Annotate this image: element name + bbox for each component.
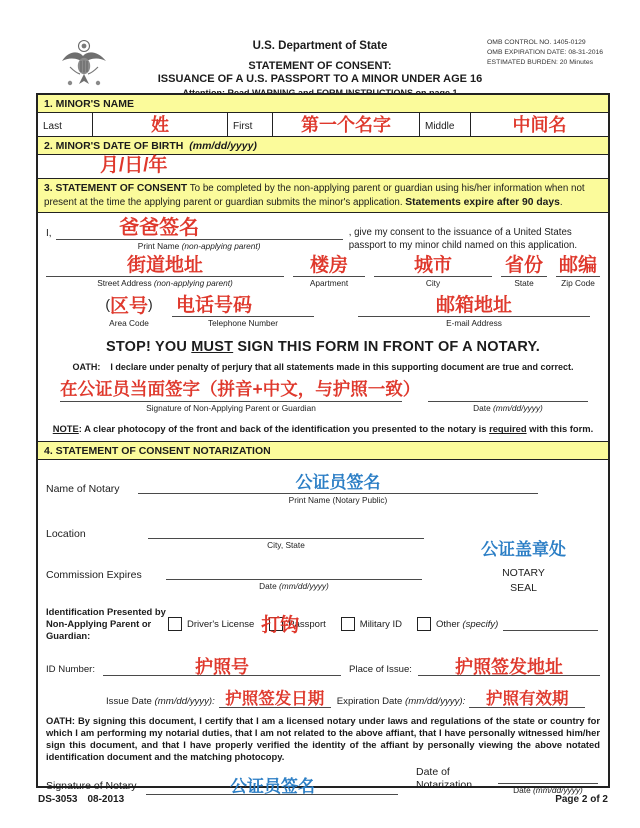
last-name-label: Last <box>43 121 62 132</box>
section3-header: 3. STATEMENT OF CONSENT To be completed by the non-applying parent or guardian using his/her information when not present at the time the applying parent or guardian submits the minor's application. Statements expire after 90 days. <box>38 179 608 213</box>
notary-signature-field[interactable] <box>146 770 398 795</box>
other-option[interactable] <box>417 617 600 631</box>
notarization-date-field[interactable] <box>498 771 598 795</box>
location-line[interactable] <box>148 526 424 539</box>
email-line[interactable] <box>358 316 590 317</box>
email-sublabel: E-mail Address <box>446 318 502 329</box>
telephone-sublabel: Telephone Number <box>207 318 279 329</box>
identification-presented-label: Identification Presented by Non-Applying Parent or Guardian: <box>46 606 166 641</box>
form-number: DS-3053 08-2013 <box>38 794 125 805</box>
first-name-label: First <box>233 121 253 132</box>
notarization-date-line[interactable] <box>498 771 598 784</box>
area-code-field[interactable] <box>86 294 172 328</box>
notary-oath: OATH: By signing this document, I certify that I am a licensed notary under laws and regulations of the state or country for which I am performing my notarial duties, that I am not related to the above affiant, that I have personally witnessed him/her sign this document, and that I have properly verified the identity of the affiant by personally viewing the above notated identification document and the matching photocopy. <box>46 714 600 763</box>
omb-expiration: OMB EXPIRATION DATE: 08-31-2016 <box>487 48 604 56</box>
agency-title: U.S. Department of State <box>252 40 388 52</box>
zip-annotation: 邮编 <box>558 255 597 277</box>
drivers-license-checkbox[interactable] <box>168 617 182 631</box>
consent-section <box>38 213 608 441</box>
telephone-line[interactable] <box>172 316 314 317</box>
street-annotation: 街道地址 <box>126 255 203 277</box>
form-body <box>36 93 610 796</box>
parent-signature-sublabel: Signature of Non-Applying Parent or Guardian <box>146 403 316 414</box>
other-specify-line[interactable] <box>503 618 598 631</box>
issue-date-label: Issue Date (mm/dd/yyyy): <box>106 695 215 707</box>
parent-signature-field[interactable] <box>60 377 421 414</box>
middle-name-label: Middle <box>425 121 455 132</box>
check-here-annotation: 打钩 <box>261 615 300 637</box>
father-signature-annotation: 爸爸签名 <box>119 217 200 240</box>
print-name-line[interactable] <box>56 239 343 240</box>
dob-field[interactable] <box>38 155 608 179</box>
notary-name-field[interactable] <box>138 473 538 505</box>
print-name-field[interactable] <box>56 217 343 251</box>
id-number-label: ID Number: <box>46 663 96 675</box>
place-of-issue-field[interactable] <box>418 651 600 676</box>
name-of-notary-label: Name of Notary <box>46 483 120 496</box>
omb-info-block <box>487 38 612 68</box>
minor-name-row <box>38 113 608 137</box>
parent-signature-line[interactable] <box>60 401 402 402</box>
middle-name-field[interactable] <box>470 113 608 136</box>
parent-date-field[interactable] <box>428 387 588 413</box>
email-field[interactable] <box>358 295 590 328</box>
notarization-section <box>38 460 608 794</box>
area-code-sublabel: Area Code <box>109 318 149 329</box>
street-sublabel: Street Address (non-applying parent) <box>97 278 233 289</box>
notarization-date-sublabel: Date (mm/dd/yyyy) <box>513 784 583 795</box>
commission-expires-label: Commission Expires <box>46 569 142 582</box>
non-applying-parent-name-row <box>46 217 600 251</box>
other-checkbox[interactable] <box>417 617 431 631</box>
id-number-field[interactable] <box>103 651 341 676</box>
department-of-state-seal-icon <box>60 37 108 91</box>
notary-seal-annotation: 公证盖章处 <box>481 540 566 560</box>
city-line[interactable] <box>374 276 492 277</box>
section2-header: 2. MINOR'S DATE OF BIRTH (mm/dd/yyyy) <box>38 137 608 155</box>
form-title-line2: ISSUANCE OF A U.S. PASSPORT TO A MINOR UNDER AGE 16 <box>157 73 483 85</box>
city-field[interactable] <box>374 255 492 288</box>
address-row <box>46 255 600 288</box>
place-of-issue-annotation: 护照签发地址 <box>454 656 563 677</box>
notary-signature-annotation: 公证员签名 <box>229 776 315 796</box>
military-id-option[interactable] <box>341 617 402 631</box>
middle-name-annotation: 中间名 <box>512 114 567 135</box>
expiration-date-annotation: 护照有效期 <box>486 689 569 708</box>
apartment-line[interactable] <box>293 276 365 277</box>
form-title-line1: STATEMENT OF CONSENT: <box>248 60 392 72</box>
commission-date-line[interactable] <box>166 567 422 580</box>
dob-format-hint: (mm/dd/yyyy) <box>189 140 257 152</box>
location-sublabel: City, State <box>267 540 305 551</box>
parent-signature-row <box>46 377 600 413</box>
notary-seal-area <box>481 540 566 594</box>
page-number: Page 2 of 2 <box>555 794 608 805</box>
city-annotation: 城市 <box>413 255 452 277</box>
telephone-field[interactable] <box>172 295 314 328</box>
apartment-sublabel: Apartment <box>309 278 349 289</box>
state-annotation: 省份 <box>504 255 543 277</box>
military-id-checkbox[interactable] <box>341 617 355 631</box>
zip-field[interactable] <box>556 255 600 288</box>
last-name-field[interactable] <box>92 113 227 136</box>
notary-name-line[interactable] <box>138 493 538 494</box>
stop-warning: STOP! YOU MUST SIGN THIS FORM IN FRONT OF A NOTARY. <box>106 339 540 356</box>
signature-of-notary-label: Signature of Notary <box>46 779 137 792</box>
street-address-field[interactable] <box>46 255 284 288</box>
location-field[interactable] <box>148 526 424 550</box>
state-sublabel: State <box>514 278 534 289</box>
expiration-date-label: Expiration Date (mm/dd/yyyy): <box>336 695 466 707</box>
city-sublabel: City <box>425 278 441 289</box>
consent-statement: , give my consent to the issuance of a United States passport to my minor child named on this application. <box>348 226 578 251</box>
passport-option[interactable] <box>261 615 326 637</box>
apartment-field[interactable] <box>293 255 365 288</box>
notary-name-row <box>46 473 600 505</box>
section1-header: 1. MINOR'S NAME <box>38 95 608 113</box>
dob-annotation: 月/日/年 <box>100 155 168 176</box>
sign-before-notary-annotation: 在公证员当面签字（拼音+中文，与护照一致） <box>60 379 421 400</box>
print-name-sublabel: Print Name (non-applying parent) <box>137 241 261 252</box>
photocopy-note: NOTE: A clear photocopy of the front and back of the identification you presented to the notary is required with this form. <box>52 423 594 435</box>
section4-header: 4. STATEMENT OF CONSENT NOTARIZATION <box>38 441 608 460</box>
last-name-annotation: 姓 <box>151 114 169 135</box>
date-of-notarization-label: Date of Notarization <box>416 765 473 791</box>
notary-signature-row <box>46 766 600 795</box>
id-number-row <box>46 651 600 676</box>
zip-line[interactable] <box>556 276 600 277</box>
location-label: Location <box>46 528 86 541</box>
notary-seal-label: NOTARY SEAL <box>502 567 545 594</box>
id-number-annotation: 护照号 <box>195 656 250 677</box>
notary-name-sublabel: Print Name (Notary Public) <box>288 495 388 506</box>
state-field[interactable] <box>501 255 547 288</box>
parent-oath: OATH: I declare under penalty of perjury that all statements made in this supporting document are true and correct. <box>72 362 574 373</box>
id-type-options <box>168 615 600 637</box>
area-code-annotation: (区号) <box>105 296 153 318</box>
drivers-license-option[interactable] <box>168 617 254 631</box>
email-annotation: 邮箱地址 <box>435 295 512 317</box>
identification-row <box>46 606 600 641</box>
phone-email-row <box>46 294 600 328</box>
id-dates-row <box>106 683 600 708</box>
omb-burden: ESTIMATED BURDEN: 20 Minutes <box>487 58 594 66</box>
commission-date-field[interactable] <box>166 567 422 591</box>
military-id-label: Military ID <box>359 618 403 630</box>
street-line[interactable] <box>46 276 284 277</box>
notary-name-annotation: 公证员签名 <box>295 473 381 493</box>
issue-date-field[interactable] <box>219 683 331 708</box>
state-line[interactable] <box>501 276 547 277</box>
passport-label: Passport <box>288 618 326 630</box>
first-name-annotation: 第一个名字 <box>301 114 391 135</box>
omb-control-no: OMB CONTROL NO. 1405-0129 <box>487 39 586 46</box>
commission-date-sublabel: Date (mm/dd/yyyy) <box>259 581 329 592</box>
place-of-issue-label: Place of Issue: <box>349 663 412 675</box>
expiration-date-field[interactable] <box>469 683 585 708</box>
apartment-annotation: 楼房 <box>309 255 348 277</box>
first-name-field[interactable] <box>272 113 419 136</box>
zip-sublabel: Zip Code <box>561 278 595 289</box>
parent-date-line[interactable] <box>428 387 588 402</box>
page-footer <box>38 794 608 805</box>
telephone-annotation: 电话号码 <box>176 295 253 317</box>
parent-date-sublabel: Date (mm/dd/yyyy) <box>473 403 543 414</box>
drivers-license-label: Driver's License <box>187 618 255 630</box>
i-prefix: I, <box>46 228 52 240</box>
issue-date-annotation: 护照签发日期 <box>225 689 325 708</box>
other-label: Other (specify) <box>436 618 499 630</box>
